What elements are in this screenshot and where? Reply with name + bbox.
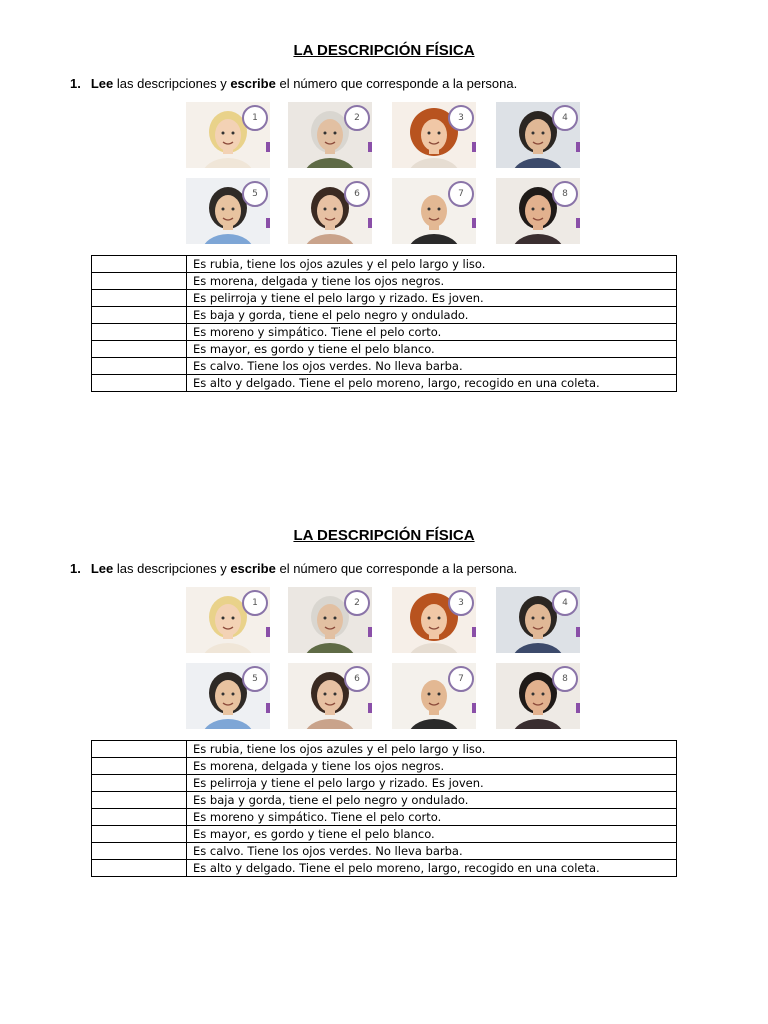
person-photo-2 <box>288 102 372 168</box>
photo-grid <box>186 100 586 248</box>
description-cell: Es moreno y simpático. Tiene el pelo corto. <box>187 324 677 341</box>
instruction-verb-escribe: escribe <box>230 561 276 576</box>
table-row <box>92 843 677 860</box>
answer-cell[interactable] <box>92 792 187 809</box>
table-row <box>92 324 677 341</box>
description-cell: Es alto y delgado. Tiene el pelo moreno, largo, recogido en una coleta. <box>187 375 677 392</box>
description-cell: Es pelirroja y tiene el pelo largo y rizado. Es joven. <box>187 290 677 307</box>
person-photo-8 <box>496 663 580 729</box>
worksheet-title: LA DESCRIPCIÓN FÍSICA <box>293 42 475 59</box>
answer-cell[interactable] <box>92 741 187 758</box>
table-row <box>92 758 677 775</box>
person-photo-7 <box>392 663 476 729</box>
person-photo-1 <box>186 102 270 168</box>
person-photo-3 <box>392 587 476 653</box>
description-cell: Es morena, delgada y tiene los ojos negros. <box>187 273 677 290</box>
photo-number-badge: 2 <box>344 590 370 616</box>
person-photo-5 <box>186 178 270 244</box>
instruction-verb-lee: Lee <box>90 76 114 91</box>
photo-number-badge: 4 <box>552 590 578 616</box>
photo-number-badge: 6 <box>344 181 370 207</box>
instruction <box>70 561 517 576</box>
person-photo-5 <box>186 663 270 729</box>
photo-number-badge: 1 <box>242 105 268 131</box>
photo-number-badge: 4 <box>552 105 578 131</box>
table-row <box>92 256 677 273</box>
answer-cell[interactable] <box>92 809 187 826</box>
table-row <box>92 826 677 843</box>
instruction-text-2: el número que corresponde a la persona. <box>275 76 518 91</box>
description-cell: Es baja y gorda, tiene el pelo negro y ondulado. <box>187 792 677 809</box>
photo-number-badge: 2 <box>344 105 370 131</box>
person-photo-8 <box>496 178 580 244</box>
worksheet-1 <box>0 0 768 400</box>
person-photo-3 <box>392 102 476 168</box>
table-row <box>92 775 677 792</box>
table-row <box>92 358 677 375</box>
table-row <box>92 273 677 290</box>
answer-cell[interactable] <box>92 775 187 792</box>
instruction-text-1: las descripciones y <box>113 76 231 91</box>
answer-cell[interactable] <box>92 826 187 843</box>
instruction-text-1: las descripciones y <box>113 561 231 576</box>
description-table <box>91 255 677 392</box>
answer-cell[interactable] <box>92 273 187 290</box>
table-row <box>92 809 677 826</box>
answer-cell[interactable] <box>92 307 187 324</box>
table-row <box>92 792 677 809</box>
person-photo-1 <box>186 587 270 653</box>
worksheet-title: LA DESCRIPCIÓN FÍSICA <box>293 527 475 544</box>
answer-cell[interactable] <box>92 860 187 877</box>
table-row <box>92 290 677 307</box>
photo-number-badge: 5 <box>242 181 268 207</box>
description-cell: Es calvo. Tiene los ojos verdes. No lleva barba. <box>187 358 677 375</box>
description-cell: Es alto y delgado. Tiene el pelo moreno, largo, recogido en una coleta. <box>187 860 677 877</box>
answer-cell[interactable] <box>92 758 187 775</box>
photo-number-badge: 5 <box>242 666 268 692</box>
answer-cell[interactable] <box>92 843 187 860</box>
photo-number-badge: 3 <box>448 105 474 131</box>
table-row <box>92 341 677 358</box>
photo-number-badge: 6 <box>344 666 370 692</box>
person-photo-6 <box>288 178 372 244</box>
photo-number-badge: 1 <box>242 590 268 616</box>
description-cell: Es rubia, tiene los ojos azules y el pelo largo y liso. <box>187 256 677 273</box>
description-cell: Es calvo. Tiene los ojos verdes. No lleva barba. <box>187 843 677 860</box>
photo-number-badge: 7 <box>448 181 474 207</box>
description-table <box>91 740 677 877</box>
instruction-number: 1. <box>70 561 81 576</box>
instruction-verb-lee: Lee <box>90 561 114 576</box>
photo-grid <box>186 585 586 733</box>
answer-cell[interactable] <box>92 324 187 341</box>
description-cell: Es mayor, es gordo y tiene el pelo blanco. <box>187 826 677 843</box>
photo-number-badge: 8 <box>552 181 578 207</box>
worksheet-2 <box>0 485 768 885</box>
table-row <box>92 375 677 392</box>
person-photo-4 <box>496 102 580 168</box>
person-photo-7 <box>392 178 476 244</box>
description-cell: Es baja y gorda, tiene el pelo negro y ondulado. <box>187 307 677 324</box>
instruction <box>70 76 517 91</box>
description-cell: Es moreno y simpático. Tiene el pelo corto. <box>187 809 677 826</box>
answer-cell[interactable] <box>92 375 187 392</box>
person-photo-6 <box>288 663 372 729</box>
person-photo-4 <box>496 587 580 653</box>
instruction-text-2: el número que corresponde a la persona. <box>275 561 518 576</box>
photo-number-badge: 7 <box>448 666 474 692</box>
photo-number-badge: 8 <box>552 666 578 692</box>
instruction-verb-escribe: escribe <box>230 76 276 91</box>
answer-cell[interactable] <box>92 358 187 375</box>
description-cell: Es morena, delgada y tiene los ojos negros. <box>187 758 677 775</box>
answer-cell[interactable] <box>92 341 187 358</box>
person-photo-2 <box>288 587 372 653</box>
description-cell: Es rubia, tiene los ojos azules y el pelo largo y liso. <box>187 741 677 758</box>
photo-number-badge: 3 <box>448 590 474 616</box>
answer-cell[interactable] <box>92 256 187 273</box>
description-cell: Es mayor, es gordo y tiene el pelo blanco. <box>187 341 677 358</box>
description-cell: Es pelirroja y tiene el pelo largo y rizado. Es joven. <box>187 775 677 792</box>
answer-cell[interactable] <box>92 290 187 307</box>
instruction-number: 1. <box>70 76 81 91</box>
table-row <box>92 307 677 324</box>
table-row <box>92 741 677 758</box>
table-row <box>92 860 677 877</box>
